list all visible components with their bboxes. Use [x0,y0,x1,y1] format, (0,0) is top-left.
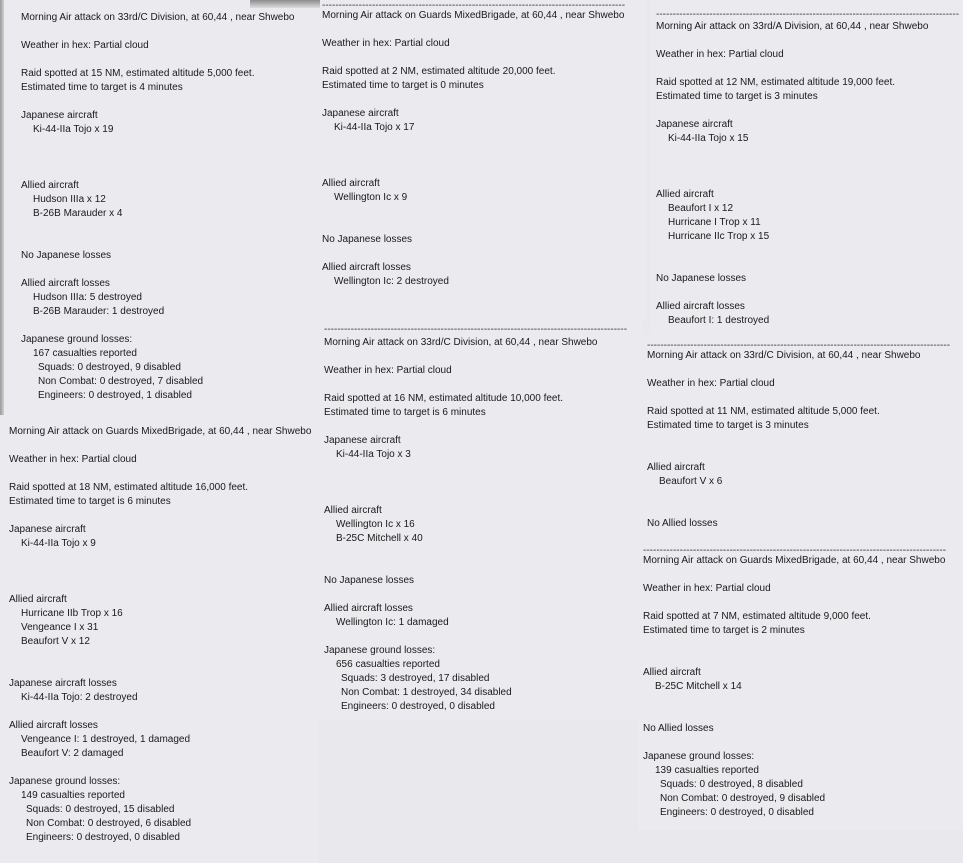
combat-report-panel [317,0,647,320]
report-line: Estimated time to target is 6 minutes [324,407,486,418]
report-line: B-26B Marauder x 4 [33,208,123,219]
report-line: No Japanese losses [656,273,747,284]
report-line: Ki-44-IIa Tojo x 3 [336,449,411,460]
combat-report-panel [638,540,963,830]
report-line: Japanese aircraft [21,110,98,121]
report-line: Non Combat: 0 destroyed, 7 disabled [38,376,204,387]
report-line: Ki-44-IIa Tojo x 19 [33,124,114,135]
report-line: B-25C Mitchell x 14 [655,681,742,692]
report-line: Engineers: 0 destroyed, 0 disabled [660,807,814,818]
report-line: Ki-44-IIa Tojo x 17 [334,122,415,133]
report-line: Japanese aircraft losses [9,678,117,689]
report-title: Morning Air attack on Guards MixedBrigade, at 60,44 , near Shwebo [9,426,312,437]
report-line: Estimated time to target is 2 minutes [643,625,805,636]
report-line: No Japanese losses [324,575,415,586]
report-line: Japanese aircraft [324,435,401,446]
report-line: 149 casualties reported [21,790,125,801]
report-line: Ki-44-IIa Tojo x 9 [21,538,96,549]
report-line: Squads: 3 destroyed, 17 disabled [341,673,490,684]
report-line: Hurricane IIb Trop x 16 [21,608,123,619]
report-line: Allied aircraft losses [324,603,413,614]
report-line: Hudson IIIa x 12 [33,194,106,205]
report-line: Squads: 0 destroyed, 8 disabled [660,779,803,790]
report-line: Japanese ground losses: [9,776,121,787]
report-line: No Japanese losses [21,250,112,261]
report-line: Japanese aircraft [656,119,733,130]
report-line: Estimated time to target is 3 minutes [647,420,809,431]
report-line: Weather in hex: Partial cloud [643,583,771,594]
report-line: Weather in hex: Partial cloud [21,40,149,51]
report-line: Squads: 0 destroyed, 15 disabled [26,804,175,815]
report-line: Estimated time to target is 3 minutes [656,91,818,102]
report-line: Wellington Ic: 2 destroyed [334,276,449,287]
report-title: Morning Air attack on 33rd/A Division, at 60,44 , near Shwebo [656,21,929,32]
report-line: Weather in hex: Partial cloud [647,378,775,389]
report-line: Raid spotted at 12 NM, estimated altitude 19,000 feet. [656,77,896,88]
report-line: Allied aircraft losses [322,262,411,273]
report-line: Ki-44-IIa Tojo x 15 [668,133,749,144]
report-line: Raid spotted at 16 NM, estimated altitude 10,000 feet. [324,393,564,404]
report-line: Ki-44-IIa Tojo: 2 destroyed [21,692,138,703]
report-line: Japanese ground losses: [324,645,436,656]
report-line: Raid spotted at 15 NM, estimated altitude 5,000 feet. [21,68,255,79]
report-title: Morning Air attack on 33rd/C Division, at 60,44 , near Shwebo [324,337,598,348]
report-line: Allied aircraft losses [9,720,98,731]
report-line: 139 casualties reported [655,765,759,776]
separator-line: ------------------------------------------------------------------------------------------- [322,0,626,11]
report-title: Morning Air attack on 33rd/C Division, at 60,44 , near Shwebo [647,350,921,361]
report-line: Beaufort V: 2 damaged [21,748,124,759]
combat-report-panel [651,0,963,335]
report-line: Raid spotted at 18 NM, estimated altitude 16,000 feet. [9,482,249,493]
report-line: Engineers: 0 destroyed, 0 disabled [341,701,495,712]
report-line: Raid spotted at 7 NM, estimated altitude 9,000 feet. [643,611,871,622]
report-line: Allied aircraft [21,180,79,191]
separator-line: ------------------------------------------------------------------------------------------- [647,340,951,351]
report-line: Allied aircraft [643,667,701,678]
report-line: Estimated time to target is 0 minutes [322,80,484,91]
report-line: Japanese aircraft [9,524,86,535]
report-line: Japanese aircraft [322,108,399,119]
report-line: Japanese ground losses: [21,334,133,345]
combat-report-panel [318,320,643,720]
report-line: Non Combat: 0 destroyed, 9 disabled [660,793,826,804]
report-line: Wellington Ic: 1 damaged [336,617,449,628]
report-line: Engineers: 0 destroyed, 0 disabled [26,832,180,843]
report-line: Weather in hex: Partial cloud [322,38,450,49]
report-title: Morning Air attack on 33rd/C Division, at 60,44 , near Shwebo [21,12,295,23]
report-line: Allied aircraft [322,178,380,189]
report-line: B-25C Mitchell x 40 [336,533,423,544]
report-line: Raid spotted at 11 NM, estimated altitude 5,000 feet. [647,406,880,417]
report-line: No Allied losses [643,723,714,734]
report-title: Morning Air attack on Guards MixedBrigade, at 60,44 , near Shwebo [322,10,625,21]
report-line: No Allied losses [647,518,718,529]
report-title: Morning Air attack on Guards MixedBrigade, at 60,44 , near Shwebo [643,555,946,566]
report-line: Weather in hex: Partial cloud [9,454,137,465]
separator-line: ------------------------------------------------------------------------------------------- [324,324,628,335]
report-line: Japanese ground losses: [643,751,755,762]
report-line: Wellington Ic x 9 [334,192,408,203]
report-line: No Japanese losses [322,234,413,245]
report-line: Allied aircraft [647,462,705,473]
report-line: Vengeance I: 1 destroyed, 1 damaged [21,734,191,745]
report-line: Non Combat: 0 destroyed, 6 disabled [26,818,192,829]
report-line: Wellington Ic x 16 [336,519,415,530]
report-line: Non Combat: 1 destroyed, 34 disabled [341,687,512,698]
report-line: Weather in hex: Partial cloud [324,365,452,376]
report-line: Engineers: 0 destroyed, 1 disabled [38,390,192,401]
separator-line: ------------------------------------------------------------------------------------------- [643,545,947,556]
report-line: Allied aircraft [324,505,382,516]
report-line: Estimated time to target is 4 minutes [21,82,183,93]
report-line: Beaufort I x 12 [668,203,734,214]
report-line: Allied aircraft [9,594,67,605]
report-line: Allied aircraft losses [21,278,110,289]
combat-report-panel [4,0,317,415]
report-line: Raid spotted at 2 NM, estimated altitude 20,000 feet. [322,66,556,77]
report-line: Beaufort V x 6 [659,476,723,487]
report-line: Weather in hex: Partial cloud [656,49,784,60]
report-line: Squads: 0 destroyed, 9 disabled [38,362,181,373]
separator-line: ------------------------------------------------------------------------------------------- [656,9,960,20]
report-line: Beaufort I: 1 destroyed [668,315,770,326]
combat-report-panel [643,335,963,540]
report-line: Allied aircraft losses [656,301,745,312]
report-line: Hudson IIIa: 5 destroyed [33,292,142,303]
combat-report-panel [0,415,318,863]
report-line: Hurricane I Trop x 11 [668,217,761,228]
report-line: B-26B Marauder: 1 destroyed [33,306,165,317]
report-line: 656 casualties reported [336,659,440,670]
report-line: Beaufort V x 12 [21,636,90,647]
window-corner-shadow [250,0,320,8]
report-line: Vengeance I x 31 [21,622,99,633]
report-line: Hurricane IIc Trop x 15 [668,231,770,242]
report-line: Allied aircraft [656,189,714,200]
report-line: 167 casualties reported [33,348,137,359]
report-line: Estimated time to target is 6 minutes [9,496,171,507]
